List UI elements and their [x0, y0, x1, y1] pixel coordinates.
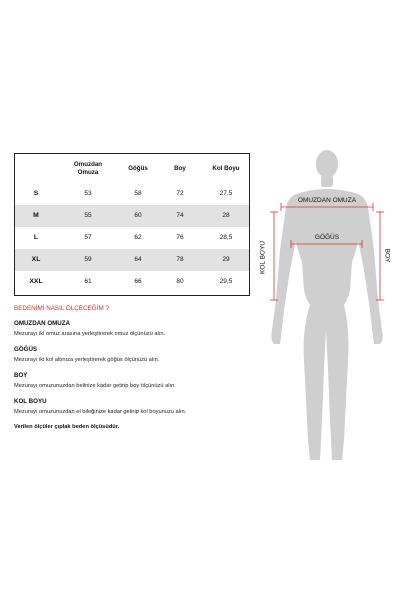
shoulder-cell: 57 — [84, 234, 92, 242]
sleeve-cell: 28,5 — [219, 234, 233, 242]
shoulder-label: OMUZDAN OMUZA — [297, 197, 357, 204]
header-chest: Göğüs — [128, 164, 148, 172]
instruction-text: Mezurayı iki kol altınıza yerleştirerek göğüs ölçünüzü alın. — [14, 357, 160, 363]
instructions-title: BEDENİMİ NASIL ÖLÇECEĞİM ? — [14, 305, 109, 312]
instruction-text: Mezurayı omuzunuzdan el bileğinize kadar getirip kol boyunuzu alın. — [14, 409, 187, 415]
length-cell: 80 — [176, 278, 184, 286]
sleeve-cell: 28 — [222, 212, 230, 220]
length-cell: 74 — [176, 212, 184, 220]
measurement-note: Verilen ölçüler çıplak beden ölçüsüdür. — [14, 424, 120, 430]
shoulder-cell: 59 — [84, 256, 92, 264]
header-sleeve: Kol Boyu — [212, 164, 240, 172]
instruction-heading: BOY — [14, 372, 28, 379]
header-shoulder: Omuzdan Omuza — [73, 161, 103, 176]
length-cell: 72 — [176, 190, 184, 198]
instruction-heading: GÖĞÜS — [14, 346, 38, 353]
size-cell: S — [33, 190, 39, 198]
sleeve-label: KOL BOYU — [259, 241, 267, 274]
size-cell: XXL — [29, 278, 43, 286]
chest-cell: 60 — [134, 212, 142, 220]
shoulder-cell: 55 — [84, 212, 92, 220]
chest-label: GÖĞÜS — [314, 234, 340, 241]
sleeve-cell: 27,5 — [219, 190, 233, 198]
chest-cell: 62 — [134, 234, 142, 242]
instruction-text: Mezurayı omuzunuzdan belinize kadar getirip boy ölçünüzü alın. — [14, 383, 176, 389]
chest-cell: 64 — [134, 256, 142, 264]
instruction-text: Mezurayı iki omuz arasına yerleştirerek omuz ölçünüzü alın. — [14, 331, 166, 337]
instruction-heading: KOL BOYU — [14, 398, 47, 405]
size-cell: L — [33, 234, 39, 242]
chest-cell: 58 — [134, 190, 142, 198]
size-cell: M — [33, 212, 39, 220]
size-cell: XL — [31, 256, 41, 264]
sleeve-cell: 29,5 — [219, 278, 233, 286]
length-cell: 76 — [176, 234, 184, 242]
chest-cell: 66 — [134, 278, 142, 286]
length-cell: 78 — [176, 256, 184, 264]
shoulder-cell: 61 — [84, 278, 92, 286]
shoulder-cell: 53 — [84, 190, 92, 198]
header-length: Boy — [174, 164, 186, 172]
sleeve-cell: 29 — [222, 256, 230, 264]
instruction-heading: OMUZDAN OMUZA — [14, 320, 71, 327]
length-label: BOY — [383, 248, 391, 263]
